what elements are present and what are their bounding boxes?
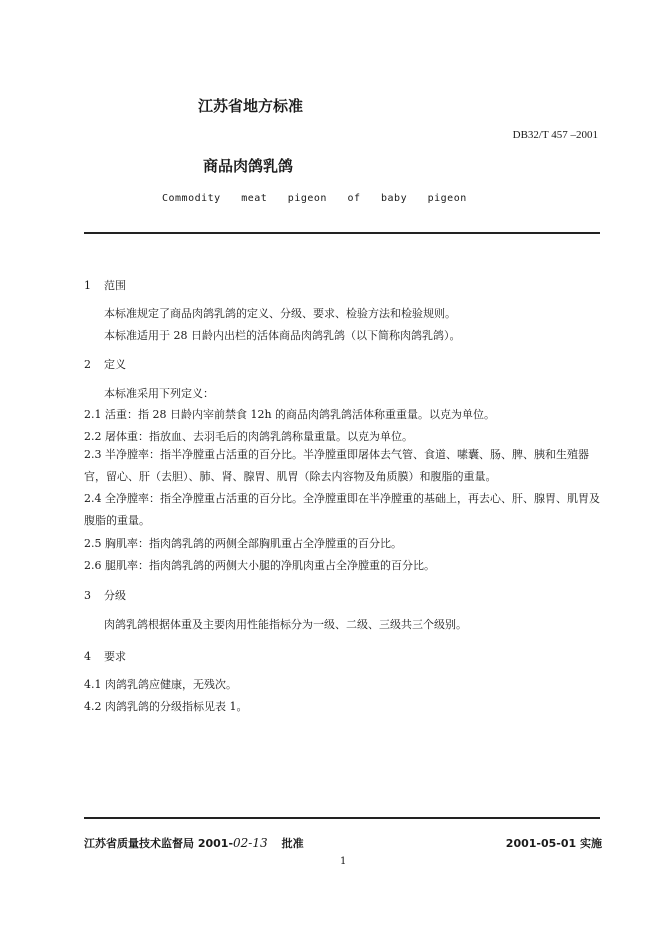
definition-intro: 本标准采用下列定义： xyxy=(104,387,214,400)
section-title: 要求 xyxy=(104,650,126,663)
section-2-heading xyxy=(84,356,126,372)
grading-paragraph: 肉鸽乳鸽根据体重及主要肉用性能指标分为一级、二级、三级共三个级别。 xyxy=(104,618,467,631)
section-number: 4 xyxy=(84,650,91,663)
issuer-text: 江苏省质量技术监督局 2001- xyxy=(84,837,234,850)
section-number: 1 xyxy=(84,279,91,292)
definition-2-4: 2.4 全净膛率：指全净膛重占活重的百分比。全净膛重即在半净膛重的基础上，再去心、肝、腺胃、肌胃及腹脂的重量。 xyxy=(84,492,600,527)
section-number: 2 xyxy=(84,358,91,371)
header-divider xyxy=(84,232,600,234)
section-4-heading xyxy=(84,648,126,664)
section-3-heading xyxy=(84,587,126,603)
approve-label: 批准 xyxy=(281,837,304,850)
document-title-cn: 商品肉鸽乳鸽 xyxy=(203,157,294,175)
scope-paragraph-1: 本标准规定了商品肉鸽乳鸽的定义、分级、要求、检验方法和检验规则。 xyxy=(104,307,456,320)
requirement-4-2: 4.2 肉鸽乳鸽的分级指标见表 1。 xyxy=(84,700,248,713)
page-number: 1 xyxy=(340,856,347,867)
standard-number: DB32/T 457 –2001 xyxy=(512,129,598,141)
section-1-heading xyxy=(84,277,126,293)
requirement-4-1: 4.1 肉鸽乳鸽应健康，无残次。 xyxy=(84,678,237,691)
definition-2-6: 2.6 腿肌率：指肉鸽乳鸽的两侧大小腿的净肌肉重占全净膛重的百分比。 xyxy=(84,559,435,572)
definition-2-2: 2.2 屠体重：指放血、去羽毛后的肉鸽乳鸽称量重量。以克为单位。 xyxy=(84,430,413,443)
scope-paragraph-2: 本标准适用于 28 日龄内出栏的活体商品肉鸽乳鸽（以下简称肉鸽乳鸽）。 xyxy=(104,329,461,342)
section-number: 3 xyxy=(84,589,91,602)
section-title: 分级 xyxy=(104,589,126,602)
standard-type: 江苏省地方标准 xyxy=(198,97,304,115)
footer-divider xyxy=(84,817,600,819)
definition-2-1: 2.1 活重：指 28 日龄内宰前禁食 12h 的商品肉鸽乳鸽活体称重重量。以克为单位。 xyxy=(84,408,496,421)
document-title-en: Commodity meat pigeon of baby pigeon xyxy=(162,193,467,204)
section-title: 范围 xyxy=(104,279,126,292)
handwritten-date: 02-13 xyxy=(233,836,268,850)
definition-2-3: 2.3 半净膛率：指半净膛重占活重的百分比。半净膛重即屠体去气管、食道、嗉囊、肠、脾、胰和生殖器官，留心、肝（去胆）、肺、肾、腺胃、肌胃（除去内容物及角质膜）和腹脂的重量。 xyxy=(84,448,589,483)
section-title: 定义 xyxy=(104,358,126,371)
implementation-date: 2001-05-01 实施 xyxy=(505,837,602,850)
issuer-line xyxy=(84,835,304,851)
definition-2-5: 2.5 胸肌率：指肉鸽乳鸽的两侧全部胸肌重占全净膛重的百分比。 xyxy=(84,537,402,550)
